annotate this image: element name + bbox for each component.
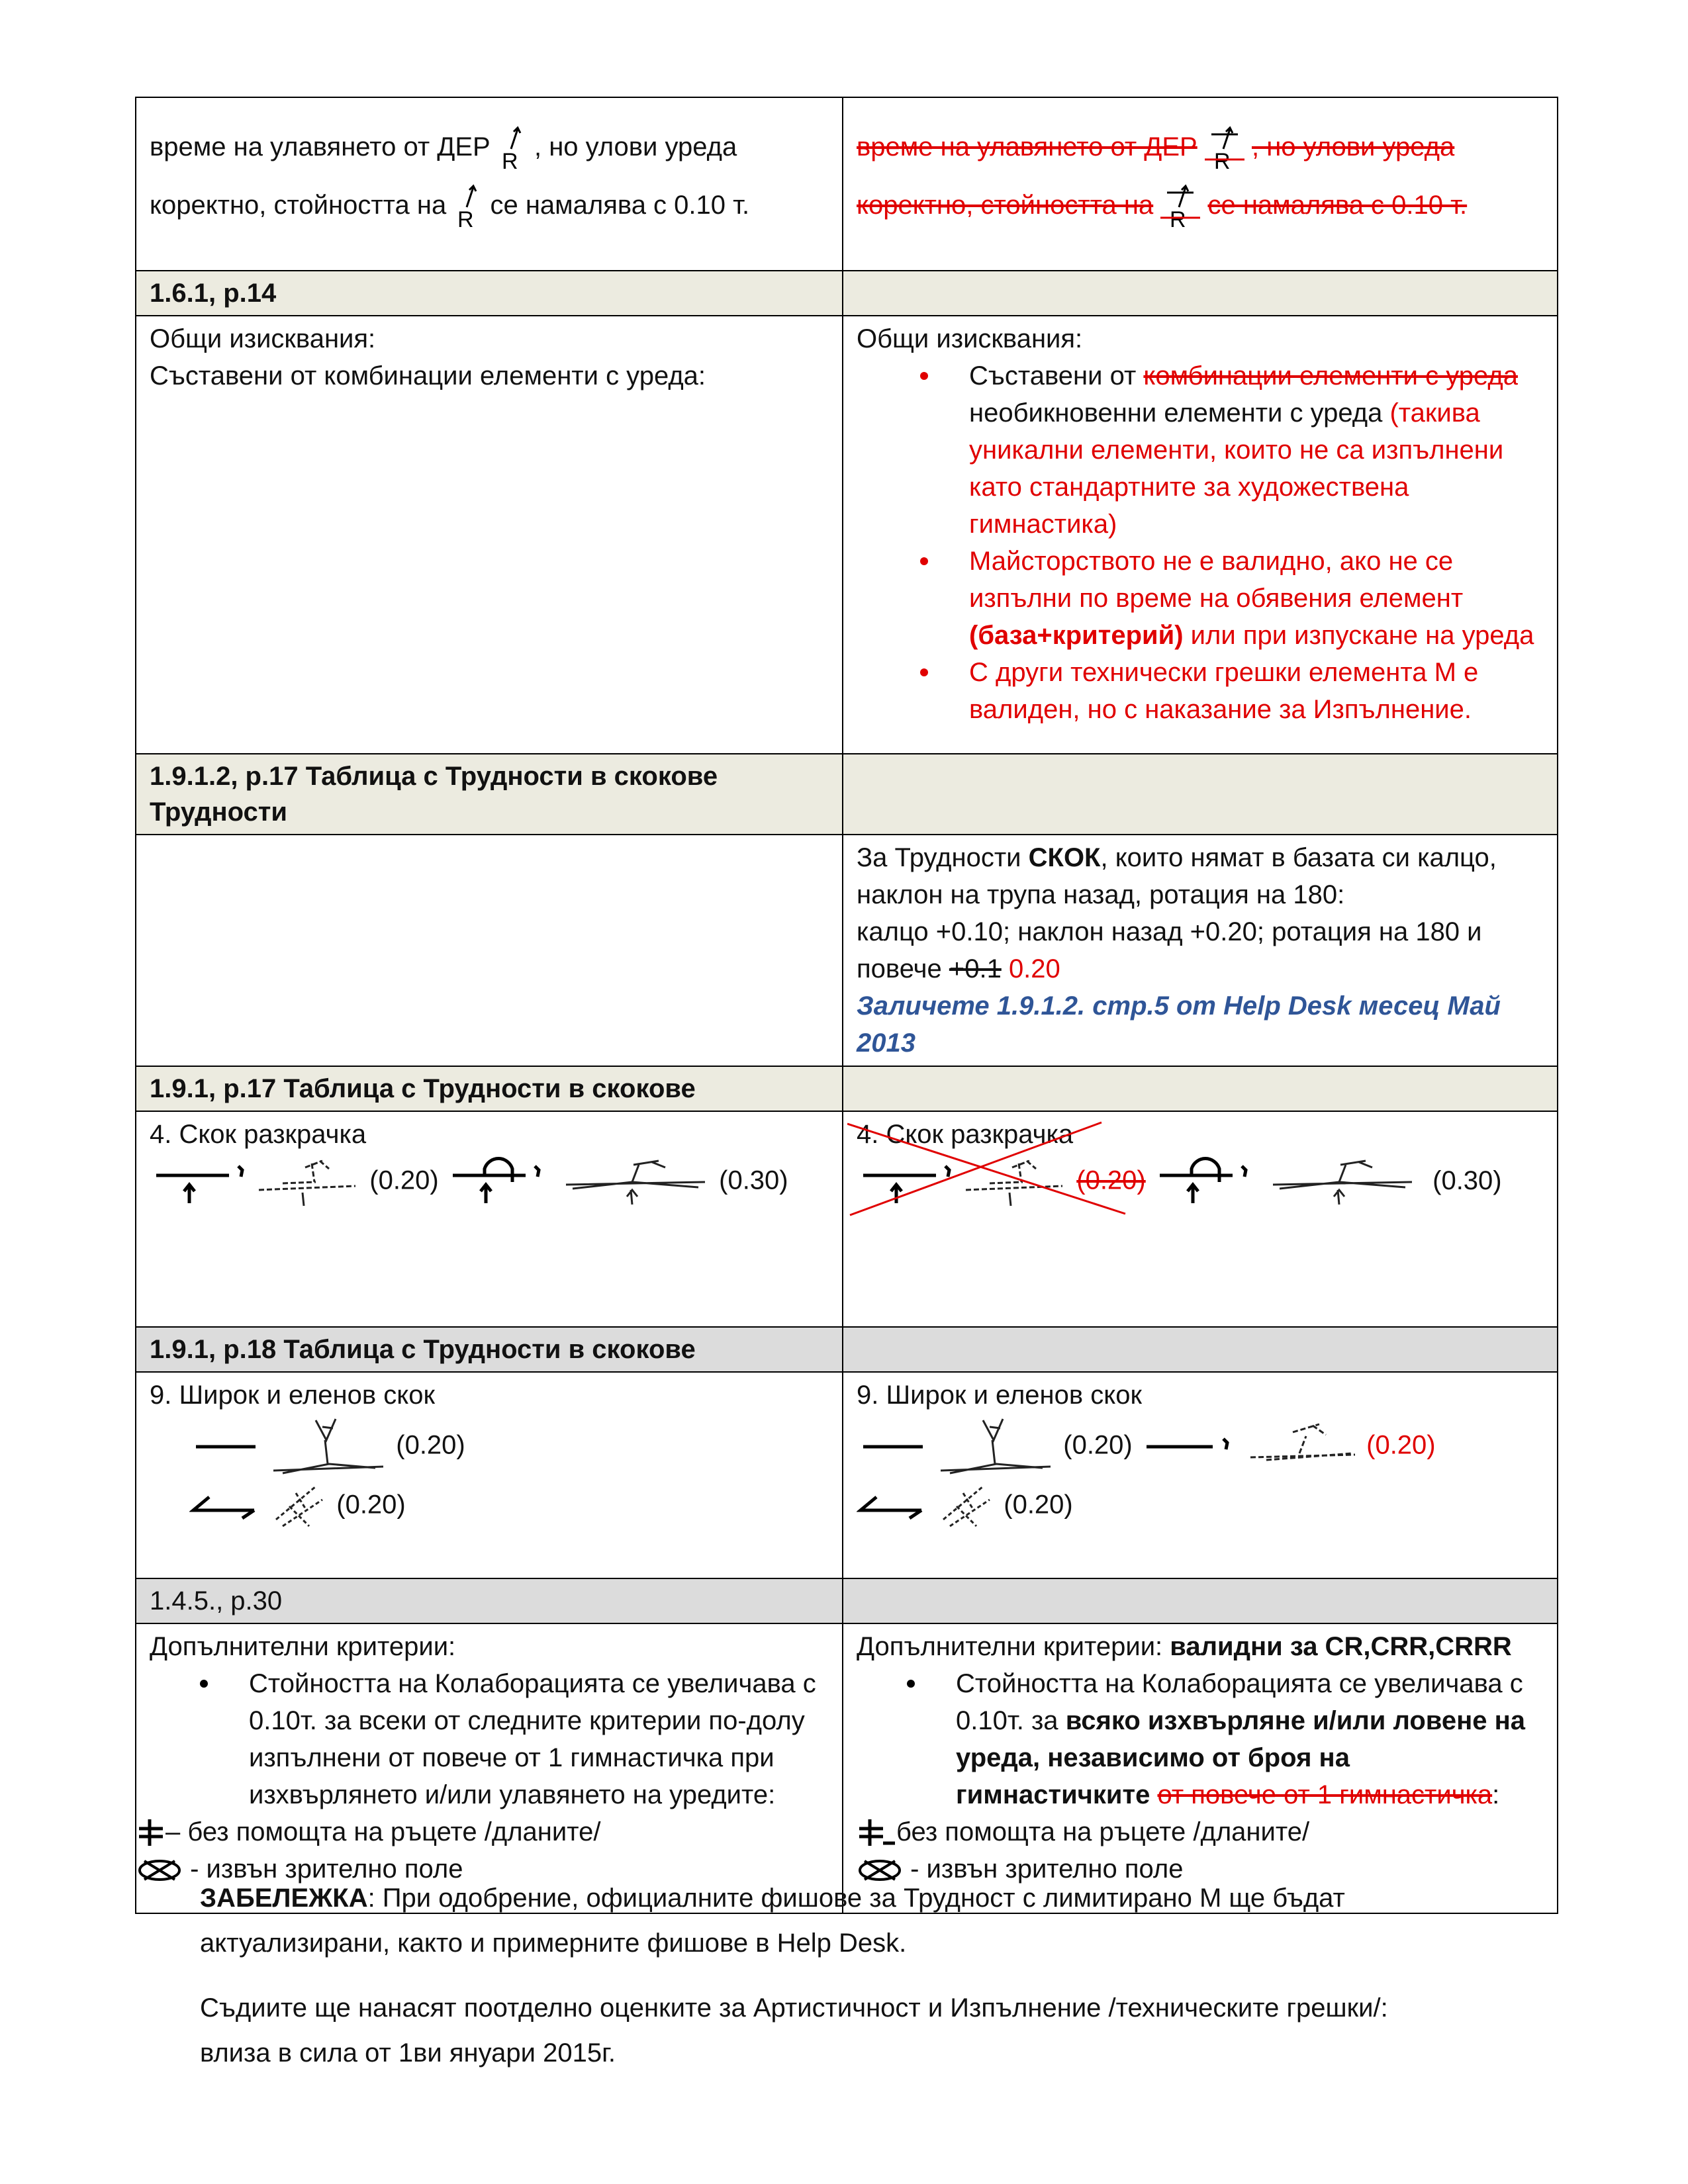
cell-right: [843, 1623, 1558, 1913]
bold-text: (база+критерий): [969, 621, 1184, 650]
split-jump-symbol-icon: [150, 1156, 249, 1208]
value-text: (0.20): [336, 1490, 406, 1520]
text: [857, 1628, 1544, 1665]
text: коректно, стойността на: [150, 191, 447, 220]
value-text: (0.20): [1063, 1430, 1133, 1460]
section-title: 1.9.1, p.18 Таблица с Трудности в скокове: [136, 1327, 843, 1372]
cell-left: [136, 1623, 843, 1913]
text: Съставени от: [969, 361, 1137, 390]
section-header-row: [136, 1327, 1558, 1372]
struck-text: , но улови уреда: [1251, 132, 1455, 161]
text: :: [1492, 1780, 1500, 1809]
ring-split-jump-symbol-icon: [446, 1156, 552, 1208]
struck-text: комбинации елементи с уреда: [1143, 361, 1518, 390]
section-header-empty: [843, 1578, 1558, 1623]
text: , но улови уреда: [534, 132, 737, 161]
text: Допълнителни критерии:: [857, 1632, 1163, 1661]
ring-split-figure-icon: [1266, 1156, 1419, 1208]
bold-text: СКОК: [1028, 843, 1101, 872]
section-header-empty: [843, 1066, 1558, 1111]
text: влиза в сила от 1ви януари 2015г.: [200, 2038, 616, 2068]
value-text: (0.20): [1004, 1490, 1073, 1520]
section-title: 1.4.5., p.30: [136, 1578, 843, 1623]
red-text: (такива уникални елементи, които не са изпълнени като стандартните за художествена гимнастика): [969, 398, 1504, 539]
text: , които нямат в базата си калцо, наклон на трупа назад, ротация на 180:: [857, 843, 1497, 909]
symbol-line: [136, 1813, 829, 1850]
text: без помощта на ръцете /дланите/: [896, 1817, 1310, 1846]
symbol-line: [857, 1480, 1544, 1533]
cell-left: [136, 97, 843, 271]
text: 4. Скок разкрачка: [857, 1120, 1074, 1149]
cell-right: [843, 1372, 1558, 1578]
cell-left: [136, 316, 843, 754]
text: време на улавянето от ДЕР: [150, 132, 491, 161]
text: Общи изисквания:: [857, 324, 1083, 353]
bullet-list: [150, 1665, 829, 1813]
text: - извън зрително поле: [903, 1854, 1184, 1884]
turn-jump-figure-icon: [269, 1480, 329, 1533]
r-arrow-symbol-icon: [1160, 183, 1200, 230]
r-arrow-symbol-icon: [1205, 125, 1244, 171]
list-item: Стойността на Колаборацията се увеличава с 0.10т. за всеки от следните критерии по-долу изпълнени от повече от 1 гимнастичка при изхвърлянето и/или улавянето на уредите:: [249, 1665, 829, 1813]
text: Съставени от комбинации елементи с уреда:: [150, 361, 706, 390]
table-row: [136, 97, 1558, 271]
r-arrow-symbol-icon: [453, 183, 483, 230]
text: актуализирани, както и примерните фишове в Help Desk.: [200, 1929, 907, 1958]
section-header-row: [136, 1066, 1558, 1111]
red-cross-out-mark-icon: [847, 1117, 1152, 1216]
wide-jump-symbol-icon: [857, 1427, 929, 1467]
stag-jump-figure-icon: [269, 1414, 389, 1480]
turn-jump-figure-icon: [937, 1480, 996, 1533]
list-item: [969, 357, 1544, 543]
outside-visual-field-symbol-icon: [136, 1856, 183, 1885]
list-item: [956, 1665, 1544, 1813]
struck-text: време на улавянето от ДЕР: [857, 132, 1197, 161]
approval-note: [200, 1876, 1524, 1966]
cell-right: [843, 316, 1558, 754]
section-title: 1.9.1, p.17 Таблица с Трудности в скокове: [136, 1066, 843, 1111]
section-header-row: [136, 1578, 1558, 1623]
split-stag-symbol-icon: [1140, 1427, 1239, 1467]
help-desk-note: Заличете 1.9.1.2. стр.5 от Help Desk месец Май 2013: [857, 991, 1501, 1058]
cell-right: [843, 835, 1558, 1066]
cell-left: [136, 1111, 843, 1327]
table-row: [136, 1372, 1558, 1578]
symbol-line: [857, 1414, 1544, 1480]
cell-left: [136, 835, 843, 1066]
list-item: [969, 543, 1544, 654]
struck-text: от повече от 1 гимнастичка: [1157, 1780, 1493, 1809]
table-row: [136, 1623, 1558, 1913]
text: необикновенни елементи с уреда: [969, 398, 1383, 428]
section-title: 1.9.1.2, p.17 Таблица с Трудности в скокове Трудности: [136, 754, 843, 835]
symbol-line: [150, 1156, 829, 1208]
r-arrow-symbol-icon: [498, 125, 527, 171]
svg-text:R: R: [457, 207, 474, 230]
text: - извън зрително поле: [183, 1854, 463, 1884]
red-text: 0.20: [1008, 954, 1060, 983]
text: За Трудности: [857, 843, 1021, 872]
section-header-empty: [843, 271, 1558, 316]
split-jump-figure-icon: [256, 1156, 362, 1208]
svg-text:R: R: [1170, 207, 1186, 230]
text: 4. Скок разкрачка: [150, 1120, 367, 1149]
table-row: [136, 1111, 1558, 1327]
cell-right: [843, 1111, 1558, 1327]
text: – без помощта на ръцете /дланите/: [165, 1817, 601, 1846]
text: Допълнителни критерии:: [150, 1632, 456, 1661]
value-text: (0.30): [1432, 1165, 1502, 1195]
ring-split-figure-icon: [559, 1156, 712, 1208]
struck-value-text: (0.20): [1076, 1165, 1146, 1195]
bullet-list: [857, 1665, 1544, 1813]
list-item: [969, 654, 1544, 728]
text: се намалява с 0.10 т.: [490, 191, 750, 220]
text: калцо +0.10; наклон назад +0.20; ротация на 180 и повече: [857, 917, 1482, 983]
table-row: [136, 835, 1558, 1066]
struck-text: +0.1: [949, 954, 1002, 983]
text: 9. Широк и еленов скок: [150, 1381, 435, 1410]
svg-text:R: R: [501, 149, 518, 172]
text: Общи изисквания:: [150, 324, 376, 353]
value-text: (0.20): [396, 1430, 465, 1460]
wide-jump-symbol-icon: [189, 1427, 262, 1467]
svg-text:R: R: [1213, 149, 1231, 172]
bold-text: валидни за CR,CRR,CRRR: [1170, 1632, 1512, 1661]
stag-jump-figure-icon: [937, 1414, 1056, 1480]
text: 9. Широк и еленов скок: [857, 1381, 1142, 1410]
no-hands-symbol-icon: [136, 1817, 165, 1850]
red-value-text: (0.20): [1366, 1430, 1436, 1460]
rules-table: [135, 97, 1558, 1914]
bullet-list: [857, 357, 1544, 728]
no-hands-symbol-icon: [857, 1817, 896, 1850]
struck-text: се намалява с 0.10 т.: [1207, 191, 1468, 220]
text: или при изпускане на уреда: [1190, 621, 1534, 650]
symbol-line: [150, 1414, 829, 1480]
symbol-line: [150, 1480, 829, 1533]
symbol-line: [857, 1813, 1544, 1850]
text: С други технически грешки елемента М е валиден, но с наказание за Изпълнение.: [969, 658, 1479, 724]
note-label: ЗАБЕЛЕЖКА: [200, 1884, 368, 1913]
turn-jump-symbol-icon: [857, 1486, 929, 1526]
ring-split-jump-symbol-icon: [1153, 1156, 1259, 1208]
section-header-row: [136, 754, 1558, 835]
value-text: (0.20): [369, 1165, 439, 1195]
text: Съдиите ще нанасят поотделно оценките за Артистичност и Изпълнение /техническите грешки/:: [200, 1993, 1388, 2023]
split-stag-figure-icon: [1246, 1420, 1359, 1473]
cell-right: [843, 97, 1558, 271]
text: Майсторството не е валидно, ако не се изпълни по време на обявения елемент: [969, 547, 1464, 613]
judges-note: [200, 1985, 1524, 2075]
section-title: 1.6.1, p.14: [136, 271, 843, 316]
section-header-empty: [843, 754, 1558, 835]
struck-text: коректно, стойността на: [857, 191, 1154, 220]
crossed-out-group: [857, 1116, 1544, 1208]
text: Стойността на Колаборацията се увеличава с 0.10т. за: [956, 1669, 1523, 1735]
value-text: (0.30): [719, 1165, 788, 1195]
section-header-row: [136, 271, 1558, 316]
text: : При одобрение, официалните фишове за Трудност с лимитирано М ще бъдат: [367, 1884, 1345, 1913]
cell-left: [136, 1372, 843, 1578]
bold-text: всяко изхвърляне и/или ловене на уреда, независимо от броя на гимнастичките: [956, 1706, 1526, 1809]
table-row: [136, 316, 1558, 754]
turn-jump-symbol-icon: [189, 1486, 262, 1526]
section-header-empty: [843, 1327, 1558, 1372]
